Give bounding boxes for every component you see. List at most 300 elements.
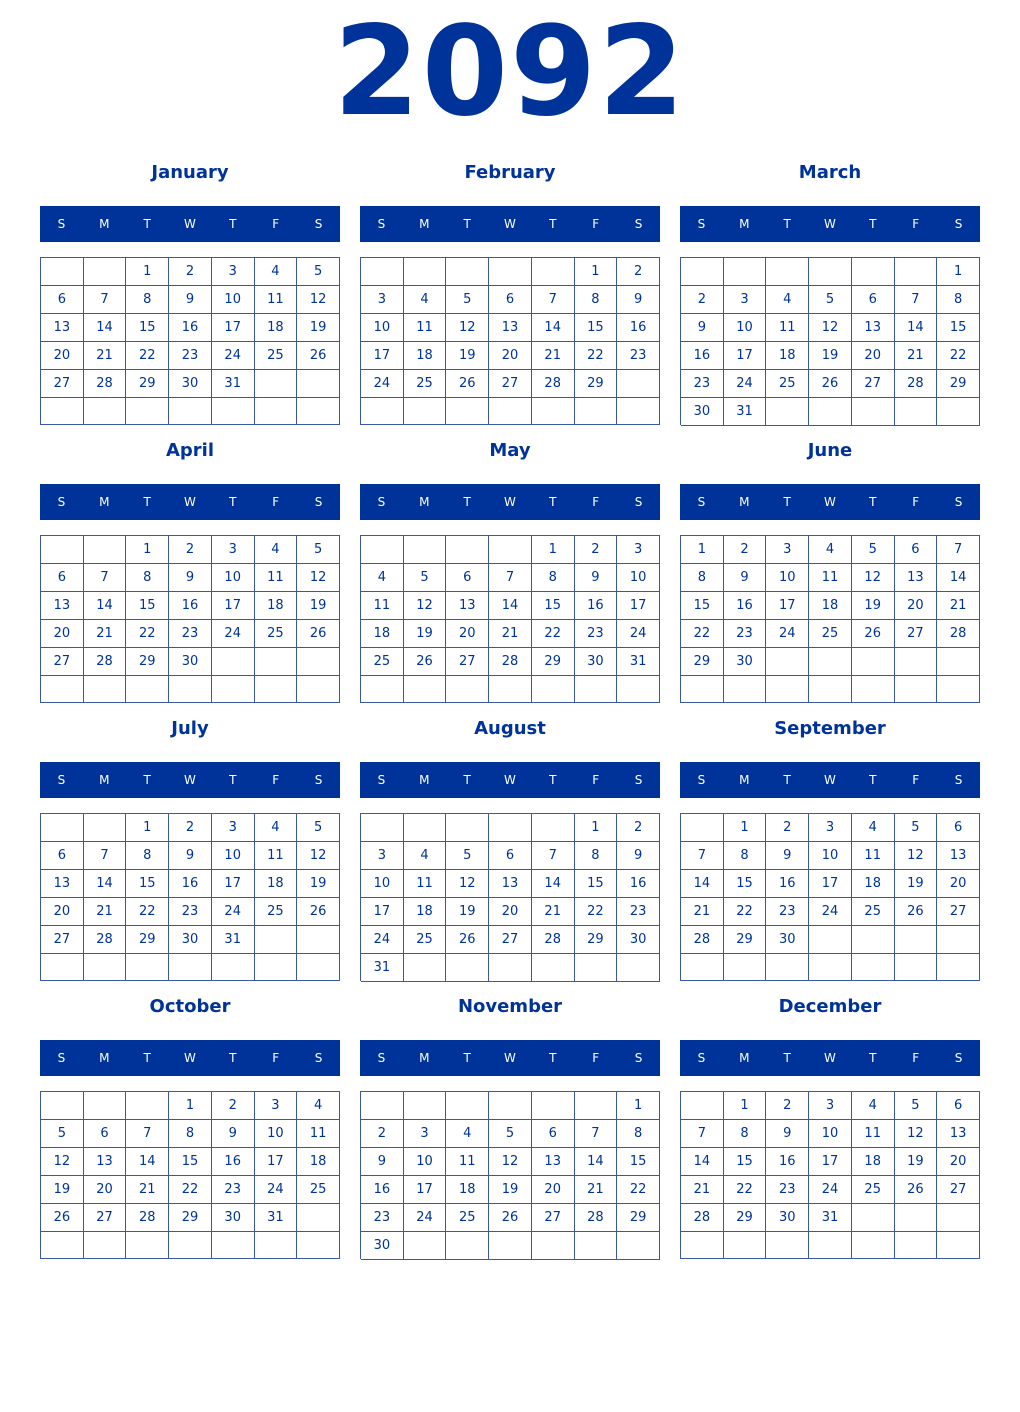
weekday-label: S — [377, 1051, 386, 1065]
day-cell: 15 — [575, 314, 618, 342]
day-cell: 13 — [489, 314, 532, 342]
day-cell: 20 — [41, 898, 84, 926]
day-cell: 3 — [809, 1092, 852, 1120]
day-cell: 26 — [41, 1204, 84, 1232]
day-cell: 8 — [126, 842, 169, 870]
day-cell: 24 — [212, 620, 255, 648]
weekday-label: S — [954, 495, 963, 509]
day-cell: 14 — [126, 1148, 169, 1176]
weekday-label: T — [869, 1051, 877, 1065]
weekday-header — [40, 1040, 340, 1076]
day-cell: 6 — [937, 1092, 980, 1120]
day-cell: 17 — [212, 592, 255, 620]
day-cell: 11 — [361, 592, 404, 620]
weekday-header — [680, 206, 980, 242]
day-cell: 30 — [681, 398, 724, 426]
day-cell: 1 — [575, 814, 618, 842]
day-cell: 30 — [361, 1232, 404, 1260]
weekday-label: W — [824, 1051, 836, 1065]
day-cell — [809, 676, 852, 703]
day-cell: 27 — [41, 648, 84, 676]
day-cell: 1 — [169, 1092, 212, 1120]
month-october — [40, 994, 340, 1264]
day-cell — [617, 370, 660, 398]
weekday-header — [360, 1040, 660, 1076]
weekday-label: S — [377, 773, 386, 787]
day-cell: 29 — [937, 370, 980, 398]
day-cell: 1 — [126, 814, 169, 842]
day-cell — [361, 814, 404, 842]
day-cell: 19 — [895, 870, 938, 898]
day-cell: 11 — [404, 870, 447, 898]
day-cell: 22 — [724, 898, 767, 926]
day-cell: 8 — [169, 1120, 212, 1148]
day-cell — [404, 814, 447, 842]
weekday-label: S — [57, 1051, 66, 1065]
day-cell: 15 — [532, 592, 575, 620]
day-cell: 21 — [575, 1176, 618, 1204]
day-cell — [212, 676, 255, 703]
day-cell: 25 — [852, 1176, 895, 1204]
day-cell: 11 — [404, 314, 447, 342]
day-cell — [681, 954, 724, 981]
day-cell: 10 — [212, 564, 255, 592]
day-cell: 7 — [84, 842, 127, 870]
weekday-label: T — [869, 495, 877, 509]
day-cell: 9 — [361, 1148, 404, 1176]
day-cell: 27 — [937, 898, 980, 926]
day-cell: 20 — [489, 342, 532, 370]
day-cell: 10 — [617, 564, 660, 592]
weekday-label: M — [99, 773, 110, 787]
day-cell — [724, 258, 767, 286]
day-cell: 4 — [255, 814, 298, 842]
day-cell: 14 — [84, 592, 127, 620]
day-cell: 4 — [404, 286, 447, 314]
day-cell — [681, 258, 724, 286]
day-cell: 30 — [169, 648, 212, 676]
day-cell — [404, 258, 447, 286]
day-cell: 10 — [404, 1148, 447, 1176]
day-cell: 11 — [297, 1120, 340, 1148]
day-cell: 1 — [532, 536, 575, 564]
day-cell — [41, 1092, 84, 1120]
day-cell: 9 — [681, 314, 724, 342]
day-cell — [404, 954, 447, 982]
day-cell: 20 — [937, 1148, 980, 1176]
weekday-label: T — [783, 217, 791, 231]
day-cell — [297, 926, 340, 954]
day-cell: 29 — [575, 370, 618, 398]
day-cell: 5 — [446, 286, 489, 314]
month-name: October — [149, 996, 231, 1017]
weekday-label: S — [697, 1051, 706, 1065]
day-cell — [937, 1204, 980, 1232]
day-cell: 29 — [169, 1204, 212, 1232]
day-cell: 31 — [255, 1204, 298, 1232]
day-cell: 7 — [681, 1120, 724, 1148]
weekday-label: F — [592, 773, 600, 787]
day-cell — [575, 1232, 618, 1260]
day-cell: 5 — [895, 1092, 938, 1120]
day-cell: 1 — [126, 536, 169, 564]
weekday-label: F — [912, 773, 920, 787]
day-cell: 3 — [212, 814, 255, 842]
day-cell: 4 — [361, 564, 404, 592]
day-cell: 12 — [446, 314, 489, 342]
day-cell: 14 — [895, 314, 938, 342]
day-cell: 3 — [766, 536, 809, 564]
day-cell: 20 — [489, 898, 532, 926]
day-cell — [724, 954, 767, 981]
day-cell — [84, 398, 127, 425]
weekday-label: S — [954, 217, 963, 231]
weekday-label: W — [824, 495, 836, 509]
weekday-label: S — [697, 773, 706, 787]
month-name: May — [489, 440, 531, 461]
day-cell: 7 — [937, 536, 980, 564]
day-cell: 2 — [617, 814, 660, 842]
day-cell: 12 — [297, 842, 340, 870]
day-cell: 8 — [681, 564, 724, 592]
day-cell — [297, 1204, 340, 1232]
day-cell: 23 — [212, 1176, 255, 1204]
day-cell — [852, 1204, 895, 1232]
weekday-label: T — [783, 495, 791, 509]
day-cell: 20 — [41, 342, 84, 370]
day-cell: 5 — [852, 536, 895, 564]
day-cell: 28 — [681, 926, 724, 954]
day-cell — [852, 398, 895, 426]
day-cell: 10 — [212, 286, 255, 314]
day-cell: 6 — [41, 564, 84, 592]
weekday-label: S — [634, 495, 643, 509]
day-cell: 3 — [809, 814, 852, 842]
day-cell: 31 — [361, 954, 404, 982]
day-cell: 12 — [489, 1148, 532, 1176]
day-cell — [532, 258, 575, 286]
day-cell: 20 — [532, 1176, 575, 1204]
day-cell — [212, 398, 255, 425]
weekday-label: S — [954, 773, 963, 787]
weekday-label: T — [463, 1051, 471, 1065]
day-cell: 6 — [489, 286, 532, 314]
day-cell: 6 — [937, 814, 980, 842]
weekday-label: T — [463, 773, 471, 787]
day-cell: 27 — [84, 1204, 127, 1232]
day-cell: 17 — [404, 1176, 447, 1204]
day-cell: 3 — [212, 536, 255, 564]
day-cell — [446, 258, 489, 286]
day-cell — [766, 676, 809, 703]
day-cell: 19 — [404, 620, 447, 648]
day-cell: 17 — [724, 342, 767, 370]
day-cell: 5 — [297, 814, 340, 842]
day-cell — [297, 370, 340, 398]
day-cell — [169, 676, 212, 703]
month-june — [680, 438, 980, 708]
day-cell: 31 — [809, 1204, 852, 1232]
day-cell: 1 — [724, 814, 767, 842]
day-cell: 15 — [617, 1148, 660, 1176]
weekday-label: W — [504, 1051, 516, 1065]
day-cell — [255, 398, 298, 425]
day-cell: 16 — [766, 1148, 809, 1176]
day-cell: 24 — [809, 1176, 852, 1204]
weekday-label: W — [184, 773, 196, 787]
day-cell — [84, 258, 127, 286]
weekday-header — [360, 206, 660, 242]
day-cell — [937, 398, 980, 426]
day-cell — [681, 814, 724, 842]
day-cell: 27 — [446, 648, 489, 676]
weekday-label: S — [57, 217, 66, 231]
day-cell: 4 — [297, 1092, 340, 1120]
month-name: November — [457, 996, 563, 1017]
day-cell: 11 — [255, 564, 298, 592]
day-cell: 27 — [937, 1176, 980, 1204]
day-cell — [532, 1092, 575, 1120]
days-grid — [360, 813, 660, 981]
day-cell: 5 — [809, 286, 852, 314]
day-cell: 23 — [575, 620, 618, 648]
day-cell: 20 — [852, 342, 895, 370]
day-cell — [937, 676, 980, 703]
weekday-label: M — [99, 495, 110, 509]
weekday-label: S — [314, 1051, 323, 1065]
day-cell: 8 — [724, 842, 767, 870]
day-cell: 24 — [766, 620, 809, 648]
month-name: June — [807, 440, 853, 461]
day-cell: 8 — [724, 1120, 767, 1148]
day-cell: 27 — [41, 926, 84, 954]
day-cell — [617, 676, 660, 703]
day-cell: 8 — [126, 564, 169, 592]
day-cell: 31 — [724, 398, 767, 426]
day-cell — [895, 648, 938, 676]
day-cell: 12 — [895, 842, 938, 870]
day-cell: 16 — [169, 314, 212, 342]
day-cell: 10 — [361, 314, 404, 342]
day-cell — [895, 954, 938, 981]
day-cell: 5 — [895, 814, 938, 842]
day-cell: 16 — [575, 592, 618, 620]
weekday-label: W — [504, 217, 516, 231]
day-cell: 28 — [575, 1204, 618, 1232]
day-cell — [255, 954, 298, 981]
weekday-label: S — [697, 217, 706, 231]
day-cell: 23 — [169, 620, 212, 648]
day-cell — [446, 814, 489, 842]
day-cell: 29 — [126, 926, 169, 954]
day-cell: 3 — [212, 258, 255, 286]
month-february — [360, 160, 660, 430]
day-cell: 16 — [212, 1148, 255, 1176]
day-cell: 12 — [809, 314, 852, 342]
weekday-label: M — [419, 773, 430, 787]
day-cell — [681, 676, 724, 703]
weekday-label: T — [549, 773, 557, 787]
day-cell: 30 — [766, 1204, 809, 1232]
day-cell — [212, 648, 255, 676]
day-cell: 26 — [446, 370, 489, 398]
day-cell — [489, 1092, 532, 1120]
day-cell: 6 — [446, 564, 489, 592]
day-cell: 19 — [489, 1176, 532, 1204]
day-cell: 16 — [766, 870, 809, 898]
day-cell: 17 — [809, 870, 852, 898]
day-cell: 28 — [84, 926, 127, 954]
weekday-label: T — [143, 495, 151, 509]
day-cell: 26 — [852, 620, 895, 648]
day-cell: 25 — [255, 620, 298, 648]
day-cell: 4 — [446, 1120, 489, 1148]
day-cell — [809, 926, 852, 954]
day-cell: 14 — [84, 314, 127, 342]
weekday-label: T — [549, 217, 557, 231]
day-cell — [895, 258, 938, 286]
day-cell: 17 — [809, 1148, 852, 1176]
day-cell — [297, 648, 340, 676]
day-cell — [84, 536, 127, 564]
day-cell: 19 — [446, 898, 489, 926]
day-cell: 4 — [852, 814, 895, 842]
day-cell: 14 — [681, 1148, 724, 1176]
day-cell: 25 — [255, 898, 298, 926]
day-cell — [489, 676, 532, 703]
day-cell: 11 — [255, 842, 298, 870]
day-cell: 19 — [297, 592, 340, 620]
weekday-label: M — [739, 1051, 750, 1065]
day-cell: 9 — [766, 1120, 809, 1148]
day-cell: 9 — [169, 842, 212, 870]
day-cell: 29 — [532, 648, 575, 676]
days-grid — [680, 535, 980, 703]
day-cell — [255, 370, 298, 398]
day-cell: 29 — [126, 648, 169, 676]
day-cell: 20 — [446, 620, 489, 648]
day-cell: 18 — [852, 870, 895, 898]
day-cell: 26 — [809, 370, 852, 398]
day-cell: 6 — [41, 842, 84, 870]
day-cell: 5 — [297, 536, 340, 564]
day-cell — [446, 1232, 489, 1260]
month-march — [680, 160, 980, 430]
day-cell: 1 — [681, 536, 724, 564]
day-cell: 24 — [255, 1176, 298, 1204]
day-cell — [852, 926, 895, 954]
day-cell — [255, 648, 298, 676]
day-cell: 22 — [724, 1176, 767, 1204]
day-cell: 17 — [361, 342, 404, 370]
day-cell — [575, 954, 618, 982]
day-cell: 1 — [937, 258, 980, 286]
days-grid — [360, 535, 660, 703]
day-cell: 18 — [361, 620, 404, 648]
day-cell: 17 — [766, 592, 809, 620]
day-cell: 19 — [809, 342, 852, 370]
day-cell: 23 — [169, 342, 212, 370]
day-cell: 25 — [766, 370, 809, 398]
day-cell: 24 — [361, 370, 404, 398]
day-cell — [361, 398, 404, 425]
day-cell — [575, 1092, 618, 1120]
day-cell: 13 — [41, 314, 84, 342]
day-cell: 17 — [212, 870, 255, 898]
day-cell: 19 — [895, 1148, 938, 1176]
day-cell: 14 — [532, 314, 575, 342]
day-cell: 13 — [532, 1148, 575, 1176]
day-cell: 13 — [41, 870, 84, 898]
day-cell: 23 — [361, 1204, 404, 1232]
day-cell: 21 — [489, 620, 532, 648]
day-cell — [41, 536, 84, 564]
weekday-label: W — [504, 495, 516, 509]
weekday-label: W — [824, 773, 836, 787]
day-cell — [84, 954, 127, 981]
day-cell: 19 — [41, 1176, 84, 1204]
day-cell: 27 — [895, 620, 938, 648]
day-cell: 2 — [169, 814, 212, 842]
day-cell: 21 — [532, 342, 575, 370]
day-cell — [255, 676, 298, 703]
day-cell: 2 — [361, 1120, 404, 1148]
day-cell — [852, 676, 895, 703]
day-cell: 23 — [617, 898, 660, 926]
day-cell: 21 — [937, 592, 980, 620]
month-august — [360, 716, 660, 986]
weekday-label: F — [272, 773, 280, 787]
day-cell: 21 — [532, 898, 575, 926]
day-cell — [446, 676, 489, 703]
day-cell: 22 — [126, 620, 169, 648]
weekday-label: F — [912, 1051, 920, 1065]
day-cell — [404, 1232, 447, 1260]
weekday-label: F — [912, 495, 920, 509]
day-cell: 17 — [361, 898, 404, 926]
weekday-label: M — [419, 1051, 430, 1065]
weekday-label: M — [739, 495, 750, 509]
weekday-label: S — [954, 1051, 963, 1065]
day-cell: 1 — [617, 1092, 660, 1120]
day-cell — [126, 1232, 169, 1259]
day-cell — [446, 1092, 489, 1120]
day-cell — [575, 398, 618, 425]
day-cell: 22 — [126, 898, 169, 926]
day-cell: 9 — [575, 564, 618, 592]
day-cell: 23 — [681, 370, 724, 398]
day-cell: 26 — [895, 898, 938, 926]
day-cell: 14 — [681, 870, 724, 898]
day-cell: 29 — [617, 1204, 660, 1232]
day-cell — [446, 536, 489, 564]
day-cell: 28 — [937, 620, 980, 648]
weekday-label: W — [504, 773, 516, 787]
weekday-label: T — [229, 217, 237, 231]
day-cell: 10 — [361, 870, 404, 898]
day-cell — [937, 954, 980, 981]
day-cell — [532, 954, 575, 982]
day-cell: 9 — [617, 286, 660, 314]
day-cell: 22 — [126, 342, 169, 370]
day-cell: 13 — [41, 592, 84, 620]
days-grid — [680, 1091, 980, 1259]
day-cell: 7 — [84, 564, 127, 592]
day-cell: 15 — [937, 314, 980, 342]
day-cell: 28 — [489, 648, 532, 676]
day-cell: 5 — [404, 564, 447, 592]
day-cell: 28 — [532, 926, 575, 954]
